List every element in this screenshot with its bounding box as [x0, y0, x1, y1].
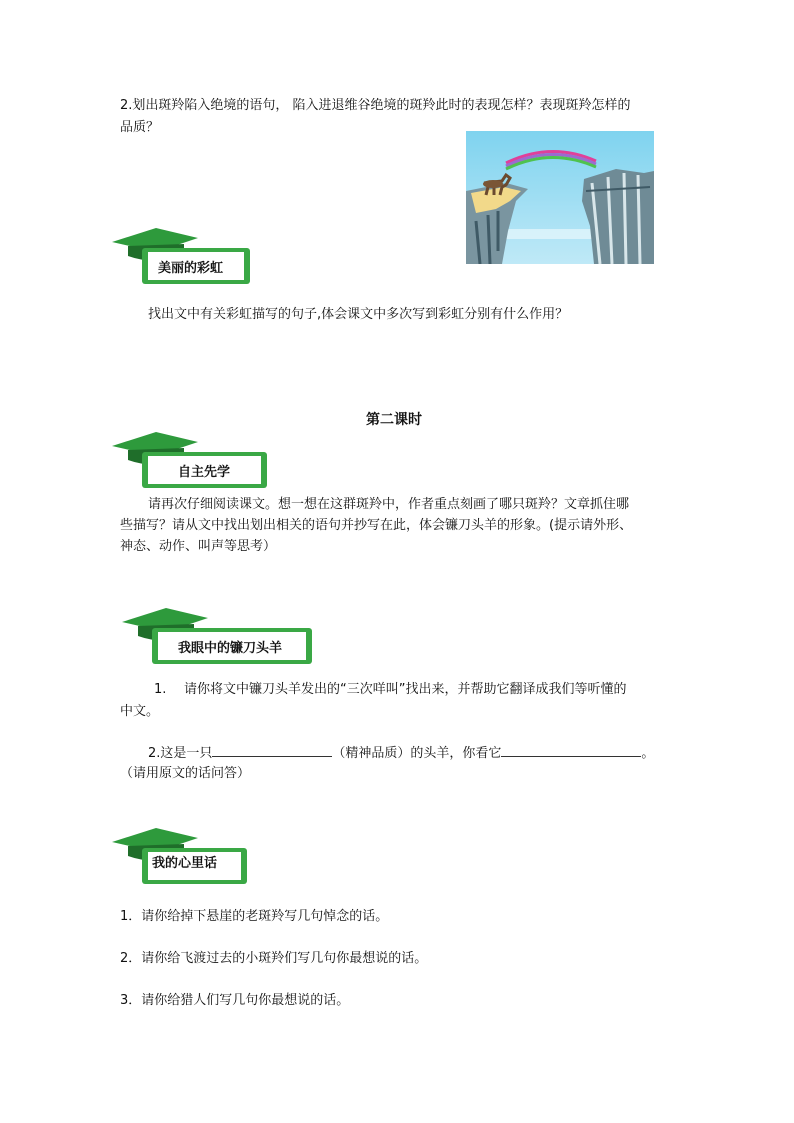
- answer-blank-quality[interactable]: [212, 742, 332, 757]
- goat-q2-part1: 2.这是一只: [148, 746, 213, 761]
- section-title-goat: 我眼中的镰刀头羊: [178, 641, 283, 656]
- self-study-line2: 些描写？请从文中找出划出相关的语句并抄写在此，体会镰刀头羊的形象。(提示请外形、: [120, 518, 633, 533]
- section-badge-heart: [108, 826, 253, 888]
- cliff-rainbow-illustration: [466, 131, 654, 264]
- answer-blank-behavior[interactable]: [501, 742, 641, 757]
- rainbow-question: 找出文中有关彩虹描写的句子,体会课文中多次写到彩虹分别有什么作用？: [148, 307, 569, 322]
- section-title-rainbow: 美丽的彩虹: [158, 261, 224, 276]
- goat-q2-part3: 。: [641, 746, 655, 761]
- section-badge-rainbow: [108, 226, 258, 288]
- lesson-title: 第二课时: [366, 412, 422, 428]
- goat-q1-line1: 请你将文中镰刀头羊发出的“三次咩叫”找出来，并帮助它翻译成我们等听懂的: [184, 682, 627, 697]
- section-badge-goat: [118, 606, 318, 668]
- section-badge-self-study: [108, 430, 273, 492]
- self-study-line1: 请再次仔细阅读课文。想一想在这群斑羚中，作者重点刻画了哪只斑羚？文章抓住哪: [148, 497, 630, 512]
- self-study-line3: 神态、动作、叫声等思考）: [120, 539, 277, 554]
- heart-item-3: 3．请你给猎人们写几句你最想说的话。: [120, 993, 350, 1008]
- section-title-self-study: 自主先学: [178, 465, 231, 480]
- goat-q1-line2: 中文。: [120, 704, 160, 719]
- goat-q1-number: 1.: [154, 682, 167, 697]
- heart-item-1: 1．请你给掉下悬崖的老斑羚写几句悼念的话。: [120, 909, 389, 924]
- section-title-heart: 我的心里话: [152, 856, 218, 871]
- question-2-line2: 品质？: [120, 120, 160, 135]
- question-2-line1: 2.划出斑羚陷入绝境的语句， 陷入进退维谷绝境的斑羚此时的表现怎样？表现斑羚怎样的: [120, 98, 631, 113]
- goat-q2-line1: [148, 742, 654, 765]
- goat-q2-part2: （精神品质）的头羊，你看它: [332, 746, 502, 761]
- heart-item-2: 2．请你给飞渡过去的小斑羚们写几句你最想说的话。: [120, 951, 428, 966]
- goat-q2-line2: （请用原文的话问答）: [120, 766, 251, 781]
